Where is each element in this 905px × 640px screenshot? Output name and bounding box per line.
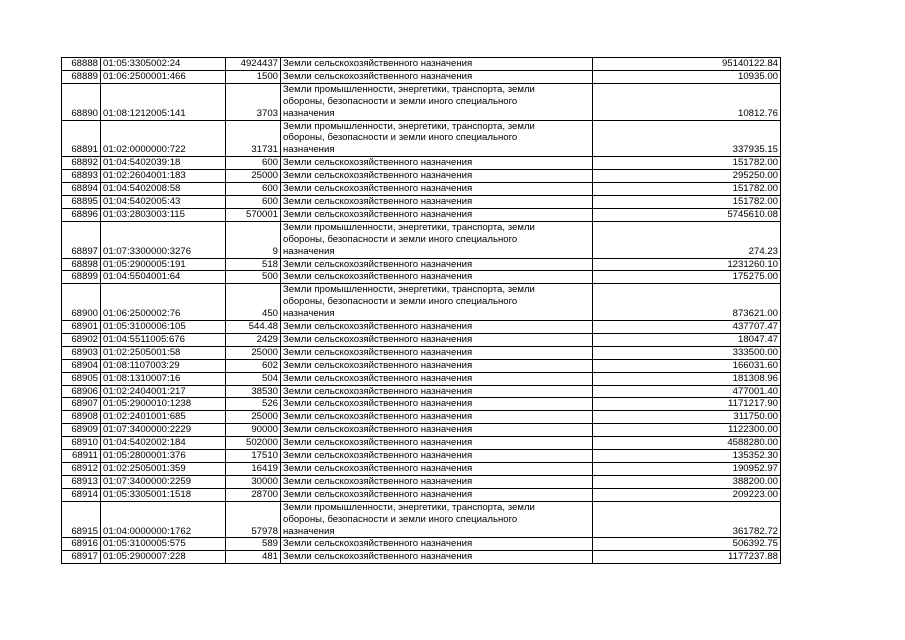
area-cell: 28700 xyxy=(226,488,281,501)
cadastral-number-cell: 01:03:2803003:115 xyxy=(101,208,226,221)
cadastral-value-cell: 274.23 xyxy=(593,221,781,258)
row-number-cell: 68897 xyxy=(62,221,101,258)
land-category-cell xyxy=(281,170,593,183)
area-cell: 600 xyxy=(226,183,281,196)
cadastral-number-cell: 01:05:3100006:105 xyxy=(101,321,226,334)
land-category-cell xyxy=(281,208,593,221)
land-category-cell xyxy=(281,450,593,463)
land-category-cell xyxy=(281,83,593,120)
cadastral-value-cell: 337935.15 xyxy=(593,120,781,157)
land-category-line: Земли сельскохозяйственного назначения xyxy=(283,195,473,207)
land-category-cell xyxy=(281,538,593,551)
table-row xyxy=(62,463,781,476)
row-number-cell: 68902 xyxy=(62,333,101,346)
table-row xyxy=(62,58,781,71)
cadastral-number-cell: 01:05:2900007:228 xyxy=(101,551,226,564)
cadastral-value-cell: 1231260.10 xyxy=(593,258,781,271)
table-row xyxy=(62,70,781,83)
area-cell: 4924437 xyxy=(226,58,281,71)
cadastral-number-cell: 01:07:3300000:3276 xyxy=(101,221,226,258)
land-category-line: Земли сельскохозяйственного назначения xyxy=(283,321,473,333)
area-cell: 2429 xyxy=(226,333,281,346)
row-number-cell: 68913 xyxy=(62,475,101,488)
cadastral-number-cell: 01:06:2500001:466 xyxy=(101,70,226,83)
row-number-cell: 68905 xyxy=(62,372,101,385)
cadastral-value-cell: 506392.75 xyxy=(593,538,781,551)
land-category-line: Земли сельскохозяйственного назначения xyxy=(283,170,473,182)
row-number-cell: 68899 xyxy=(62,271,101,284)
cadastral-value-cell: 10935.00 xyxy=(593,70,781,83)
cadastral-number-cell: 01:04:5511005:676 xyxy=(101,333,226,346)
land-category-cell xyxy=(281,70,593,83)
land-category-line: обороны, безопасности и земли иного специального xyxy=(283,513,518,525)
cadastral-number-cell: 01:05:3305002:24 xyxy=(101,58,226,71)
table-row xyxy=(62,488,781,501)
cadastral-number-cell: 01:04:5402005:43 xyxy=(101,195,226,208)
row-number-cell: 68889 xyxy=(62,70,101,83)
row-number-cell: 68904 xyxy=(62,359,101,372)
land-category-line: Земли сельскохозяйственного назначения xyxy=(283,157,473,169)
table-row xyxy=(62,475,781,488)
land-category-line: Земли сельскохозяйственного назначения xyxy=(283,359,473,371)
cadastral-number-cell: 01:05:2800001:376 xyxy=(101,450,226,463)
row-number-cell: 68888 xyxy=(62,58,101,71)
row-number-cell: 68914 xyxy=(62,488,101,501)
table-row xyxy=(62,551,781,564)
table-row xyxy=(62,83,781,120)
table-row xyxy=(62,157,781,170)
cadastral-value-cell: 1122300.00 xyxy=(593,424,781,437)
cadastral-number-cell: 01:04:5402002:184 xyxy=(101,437,226,450)
table-row xyxy=(62,411,781,424)
land-category-line: обороны, безопасности и земли иного специального xyxy=(283,132,518,144)
row-number-cell: 68916 xyxy=(62,538,101,551)
table-row xyxy=(62,208,781,221)
land-category-line: Земли сельскохозяйственного назначения xyxy=(283,385,473,397)
area-cell: 9 xyxy=(226,221,281,258)
table-row xyxy=(62,271,781,284)
land-category-line: Земли сельскохозяйственного назначения xyxy=(283,475,473,487)
land-category-cell xyxy=(281,284,593,321)
cadastral-number-cell: 01:04:5402008:58 xyxy=(101,183,226,196)
cadastral-number-cell: 01:05:2900010:1238 xyxy=(101,398,226,411)
table-row xyxy=(62,284,781,321)
land-category-cell xyxy=(281,475,593,488)
land-category-line: Земли сельскохозяйственного назначения xyxy=(283,411,473,423)
cadastral-number-cell: 01:08:1212005:141 xyxy=(101,83,226,120)
area-cell: 518 xyxy=(226,258,281,271)
area-cell: 589 xyxy=(226,538,281,551)
table-row xyxy=(62,450,781,463)
row-number-cell: 68892 xyxy=(62,157,101,170)
area-cell: 600 xyxy=(226,195,281,208)
table-row xyxy=(62,424,781,437)
land-category-line: обороны, безопасности и земли иного специального xyxy=(283,95,518,107)
land-category-cell xyxy=(281,221,593,258)
land-category-line: Земли сельскохозяйственного назначения xyxy=(283,208,473,220)
row-number-cell: 68895 xyxy=(62,195,101,208)
cadastral-value-cell: 311750.00 xyxy=(593,411,781,424)
row-number-cell: 68893 xyxy=(62,170,101,183)
land-category-cell xyxy=(281,157,593,170)
table-row xyxy=(62,346,781,359)
land-category-line: Земли промышленности, энергетики, транспорта, земли xyxy=(283,120,535,132)
row-number-cell: 68903 xyxy=(62,346,101,359)
land-category-line: Земли промышленности, энергетики, транспорта, земли xyxy=(283,501,535,513)
land-category-cell xyxy=(281,333,593,346)
cadastral-value-cell: 1171217.90 xyxy=(593,398,781,411)
cadastral-number-cell: 01:02:2401001:685 xyxy=(101,411,226,424)
land-category-line: Земли сельскохозяйственного назначения xyxy=(283,538,473,550)
land-category-line: обороны, безопасности и земли иного специального xyxy=(283,233,518,245)
land-category-line: Земли промышленности, энергетики, транспорта, земли xyxy=(283,221,535,233)
area-cell: 25000 xyxy=(226,170,281,183)
land-category-line: назначения xyxy=(283,308,335,320)
cadastral-value-cell: 181308.96 xyxy=(593,372,781,385)
land-category-cell xyxy=(281,258,593,271)
row-number-cell: 68910 xyxy=(62,437,101,450)
land-category-cell xyxy=(281,398,593,411)
land-category-cell xyxy=(281,195,593,208)
cadastral-number-cell: 01:04:0000000:1762 xyxy=(101,501,226,538)
table-row xyxy=(62,333,781,346)
area-cell: 90000 xyxy=(226,424,281,437)
row-number-cell: 68911 xyxy=(62,450,101,463)
area-cell: 481 xyxy=(226,551,281,564)
table-row xyxy=(62,195,781,208)
land-category-line: Земли сельскохозяйственного назначения xyxy=(283,551,473,563)
land-category-line: назначения xyxy=(283,144,335,156)
area-cell: 544.48 xyxy=(226,321,281,334)
area-cell: 570001 xyxy=(226,208,281,221)
land-category-line: Земли сельскохозяйственного назначения xyxy=(283,346,473,358)
land-parcel-table xyxy=(61,57,781,564)
row-number-cell: 68917 xyxy=(62,551,101,564)
table-row xyxy=(62,398,781,411)
cadastral-value-cell: 151782.00 xyxy=(593,183,781,196)
cadastral-value-cell: 5745610.08 xyxy=(593,208,781,221)
cadastral-number-cell: 01:05:3305001:1518 xyxy=(101,488,226,501)
land-category-cell xyxy=(281,424,593,437)
area-cell: 602 xyxy=(226,359,281,372)
area-cell: 500 xyxy=(226,271,281,284)
cadastral-number-cell: 01:05:2900005:191 xyxy=(101,258,226,271)
land-category-line: Земли сельскохозяйственного назначения xyxy=(283,183,473,195)
table-row xyxy=(62,501,781,538)
land-category-cell xyxy=(281,372,593,385)
land-category-line: Земли сельскохозяйственного назначения xyxy=(283,463,473,474)
cadastral-number-cell: 01:07:3400000:2229 xyxy=(101,424,226,437)
area-cell: 57978 xyxy=(226,501,281,538)
area-cell: 600 xyxy=(226,157,281,170)
cadastral-value-cell: 166031.60 xyxy=(593,359,781,372)
cadastral-value-cell: 295250.00 xyxy=(593,170,781,183)
cadastral-number-cell: 01:02:2604001:183 xyxy=(101,170,226,183)
land-category-line: Земли сельскохозяйственного назначения xyxy=(283,488,473,500)
land-category-cell xyxy=(281,488,593,501)
cadastral-number-cell: 01:04:5504001:64 xyxy=(101,271,226,284)
land-category-cell xyxy=(281,463,593,476)
land-category-cell xyxy=(281,437,593,450)
cadastral-value-cell: 135352.30 xyxy=(593,450,781,463)
row-number-cell: 68915 xyxy=(62,501,101,538)
row-number-cell: 68912 xyxy=(62,463,101,476)
area-cell: 38530 xyxy=(226,385,281,398)
land-category-line: Земли промышленности, энергетики, транспорта, земли xyxy=(283,83,535,95)
cadastral-number-cell: 01:08:1310007:16 xyxy=(101,372,226,385)
cadastral-value-cell: 209223.00 xyxy=(593,488,781,501)
area-cell: 30000 xyxy=(226,475,281,488)
cadastral-number-cell: 01:05:3100005:575 xyxy=(101,538,226,551)
land-category-line: Земли сельскохозяйственного назначения xyxy=(283,70,473,82)
table-row xyxy=(62,372,781,385)
table-row xyxy=(62,183,781,196)
land-category-line: обороны, безопасности и земли иного специального xyxy=(283,296,518,308)
table-row xyxy=(62,385,781,398)
land-category-line: Земли сельскохозяйственного назначения xyxy=(283,437,473,449)
cadastral-number-cell: 01:04:5402039:18 xyxy=(101,157,226,170)
land-category-line: Земли сельскохозяйственного назначения xyxy=(283,424,473,436)
land-category-cell xyxy=(281,551,593,564)
cadastral-value-cell: 10812.76 xyxy=(593,83,781,120)
land-category-line: назначения xyxy=(283,107,335,119)
table-row xyxy=(62,221,781,258)
cadastral-number-cell: 01:06:2500002:76 xyxy=(101,284,226,321)
land-category-line: Земли сельскохозяйственного назначения xyxy=(283,58,473,69)
area-cell: 3703 xyxy=(226,83,281,120)
table-row xyxy=(62,321,781,334)
land-category-cell xyxy=(281,271,593,284)
table-row xyxy=(62,538,781,551)
table-row xyxy=(62,258,781,271)
cadastral-value-cell: 18047.47 xyxy=(593,333,781,346)
area-cell: 526 xyxy=(226,398,281,411)
row-number-cell: 68891 xyxy=(62,120,101,157)
row-number-cell: 68906 xyxy=(62,385,101,398)
area-cell: 502000 xyxy=(226,437,281,450)
cadastral-value-cell: 151782.00 xyxy=(593,157,781,170)
cadastral-number-cell: 01:02:2505001:359 xyxy=(101,463,226,476)
land-category-line: Земли промышленности, энергетики, транспорта, земли xyxy=(283,284,535,296)
cadastral-number-cell: 01:07:3400000:2259 xyxy=(101,475,226,488)
land-category-cell xyxy=(281,346,593,359)
cadastral-value-cell: 1177237.88 xyxy=(593,551,781,564)
area-cell: 16419 xyxy=(226,463,281,476)
land-category-cell xyxy=(281,411,593,424)
land-category-cell xyxy=(281,183,593,196)
area-cell: 1500 xyxy=(226,70,281,83)
row-number-cell: 68890 xyxy=(62,83,101,120)
land-category-line: назначения xyxy=(283,245,335,257)
land-category-cell xyxy=(281,58,593,71)
row-number-cell: 68908 xyxy=(62,411,101,424)
land-category-line: Земли сельскохозяйственного назначения xyxy=(283,258,473,270)
land-category-cell xyxy=(281,359,593,372)
land-category-line: Земли сельскохозяйственного назначения xyxy=(283,333,473,345)
cadastral-number-cell: 01:02:2404001:217 xyxy=(101,385,226,398)
land-category-line: Земли сельскохозяйственного назначения xyxy=(283,271,473,283)
cadastral-number-cell: 01:02:2505001:58 xyxy=(101,346,226,359)
land-category-cell xyxy=(281,501,593,538)
table-row xyxy=(62,170,781,183)
land-category-cell xyxy=(281,321,593,334)
cadastral-value-cell: 190952.97 xyxy=(593,463,781,476)
area-cell: 25000 xyxy=(226,411,281,424)
table-row xyxy=(62,120,781,157)
cadastral-value-cell: 388200.00 xyxy=(593,475,781,488)
cadastral-value-cell: 873621.00 xyxy=(593,284,781,321)
land-category-line: назначения xyxy=(283,525,335,537)
cadastral-value-cell: 361782.72 xyxy=(593,501,781,538)
cadastral-value-cell: 333500.00 xyxy=(593,346,781,359)
cadastral-value-cell: 437707.47 xyxy=(593,321,781,334)
cadastral-value-cell: 4588280.00 xyxy=(593,437,781,450)
row-number-cell: 68900 xyxy=(62,284,101,321)
land-category-line: Земли сельскохозяйственного назначения xyxy=(283,372,473,384)
row-number-cell: 68901 xyxy=(62,321,101,334)
row-number-cell: 68909 xyxy=(62,424,101,437)
land-category-line: Земли сельскохозяйственного назначения xyxy=(283,398,473,410)
area-cell: 17510 xyxy=(226,450,281,463)
cadastral-number-cell: 01:08:1107003:29 xyxy=(101,359,226,372)
cadastral-value-cell: 477001.40 xyxy=(593,385,781,398)
land-category-line: Земли сельскохозяйственного назначения xyxy=(283,450,473,462)
row-number-cell: 68898 xyxy=(62,258,101,271)
land-category-cell xyxy=(281,385,593,398)
cadastral-value-cell: 95140122.84 xyxy=(593,58,781,71)
area-cell: 450 xyxy=(226,284,281,321)
table-row xyxy=(62,359,781,372)
area-cell: 31731 xyxy=(226,120,281,157)
area-cell: 504 xyxy=(226,372,281,385)
row-number-cell: 68907 xyxy=(62,398,101,411)
cadastral-value-cell: 151782.00 xyxy=(593,195,781,208)
area-cell: 25000 xyxy=(226,346,281,359)
cadastral-value-cell: 175275.00 xyxy=(593,271,781,284)
table-body xyxy=(62,58,781,564)
row-number-cell: 68894 xyxy=(62,183,101,196)
row-number-cell: 68896 xyxy=(62,208,101,221)
table-row xyxy=(62,437,781,450)
land-category-cell xyxy=(281,120,593,157)
cadastral-number-cell: 01:02:0000000:722 xyxy=(101,120,226,157)
